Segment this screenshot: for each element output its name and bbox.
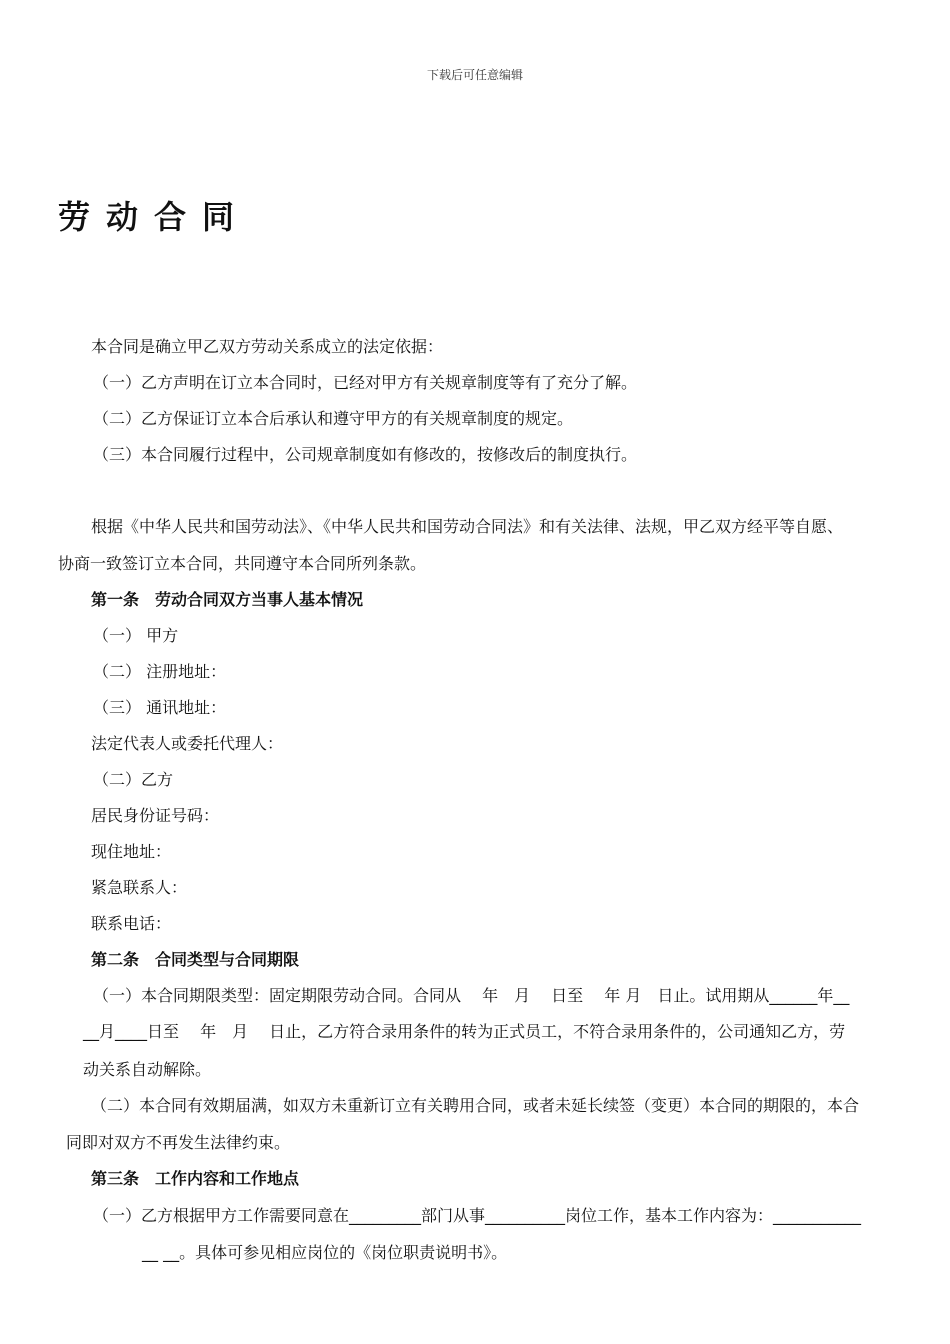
party-b-label: （二）乙方 (93, 770, 174, 789)
registered-address-label: （二） 注册地址： (93, 662, 227, 681)
id-number-label: 居民身份证号码： (91, 806, 220, 825)
document-title: 劳动合同 (58, 198, 251, 236)
intro-item-3: （三）本合同履行过程中，公司规章制度如有修改的，按修改后的制度执行。 (93, 445, 638, 464)
article2-clause2-line2: 同即对双方不再发生法律约束。 (66, 1133, 291, 1152)
page-header: 下载后可任意编辑 (426, 68, 523, 82)
article1-heading: 第一条 劳动合同双方当事人基本情况 (91, 590, 364, 609)
article3-clause1-line2: __ __。具体可参见相应岗位的《岗位职责说明书》。 (142, 1243, 508, 1262)
legal-representative-label: 法定代表人或委托代理人： (91, 734, 284, 753)
current-address-label: 现住地址： (91, 842, 172, 861)
intro-item-2: （二）乙方保证订立本合后承认和遵守甲方的有关规章制度的规定。 (93, 409, 574, 428)
basis-line-2: 协商一致签订立本合同，共同遵守本合同所列条款。 (58, 554, 427, 573)
article2-clause1-line1: （一）本合同期限类型：固定期限劳动合同。合同从 年 月 日至 年 月 日止。试用期从______年__ (93, 986, 850, 1005)
party-a-label: （一） 甲方 (93, 626, 179, 645)
basis-line-1: 根据《中华人民共和国劳动法》、《中华人民共和国劳动合同法》和有关法律、法规，甲乙双方经平等自愿、 (91, 517, 844, 536)
intro-lead: 本合同是确立甲乙双方劳动关系成立的法定依据： (91, 337, 444, 356)
intro-item-1: （一）乙方声明在订立本合同时，已经对甲方有关规章制度等有了充分了解。 (93, 373, 638, 392)
article2-heading: 第二条 合同类型与合同期限 (91, 950, 300, 969)
emergency-contact-label: 紧急联系人： (91, 878, 188, 897)
mailing-address-label: （三） 通讯地址： (93, 698, 227, 717)
article3-heading: 第三条 工作内容和工作地点 (91, 1169, 300, 1188)
phone-label: 联系电话： (91, 914, 172, 933)
article2-clause2-line1: （二）本合同有效期届满，如双方未重新订立有关聘用合同，或者未延长续签（变更）本合同的期限的，本合 (91, 1096, 860, 1115)
article3-clause1-line1: （一）乙方根据甲方工作需要同意在_________部门从事__________岗位工作，基本工作内容为：___________ (93, 1206, 862, 1225)
article2-clause1-line3: 动关系自动解除。 (83, 1060, 212, 1079)
article2-clause1-line2: __月____日至 年 月 日止，乙方符合录用条件的转为正式员工，不符合录用条件的，公司通知乙方，劳 (83, 1022, 846, 1041)
